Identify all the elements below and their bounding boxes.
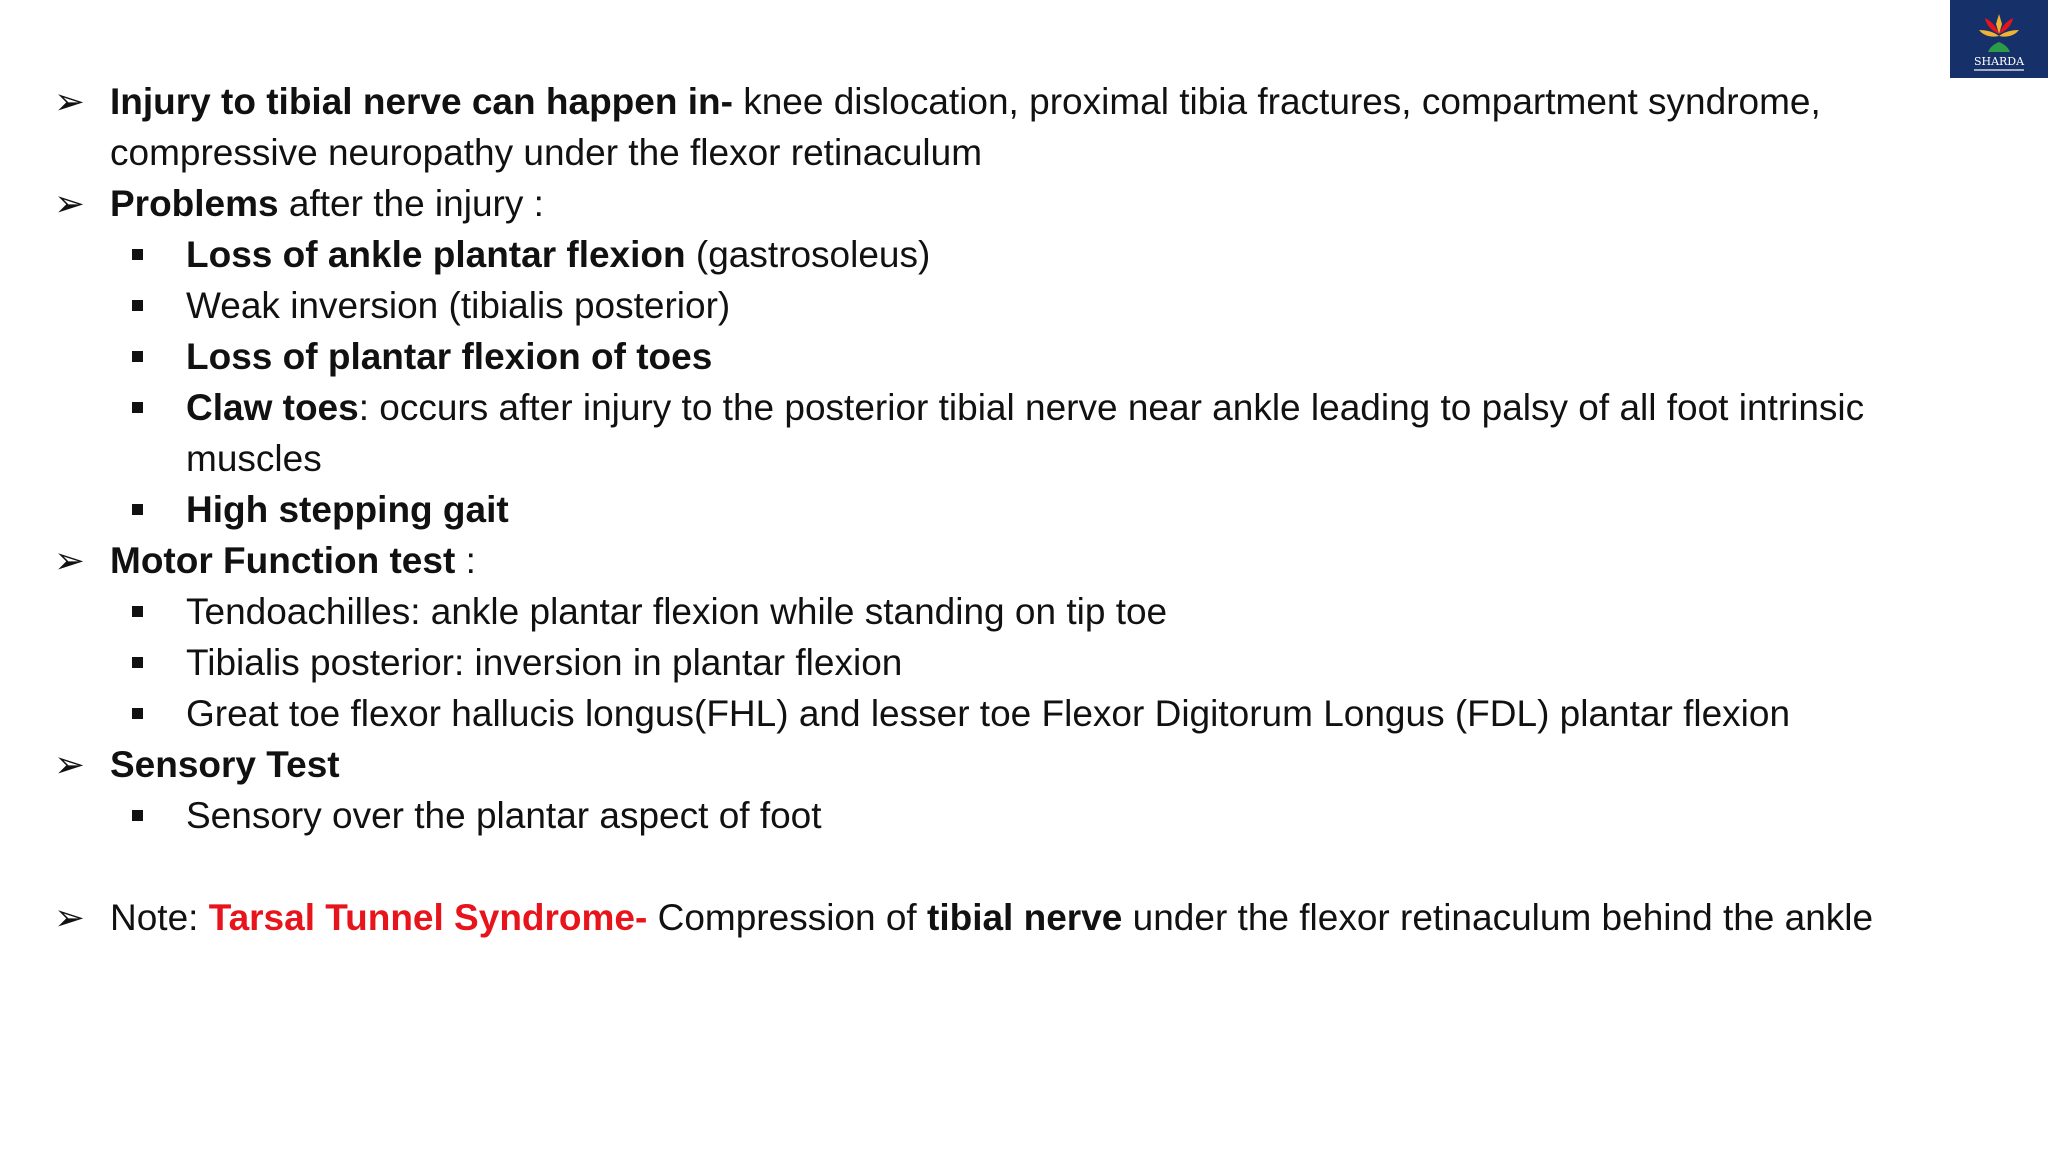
spacer bbox=[0, 841, 2048, 892]
sub-item-text: (gastrosoleus) bbox=[685, 234, 931, 275]
sub-item-text: Sensory over the plantar aspect of foot bbox=[186, 795, 822, 836]
arrow-bullet-icon: ➢ bbox=[54, 897, 86, 938]
bullet-sensory bbox=[0, 739, 2048, 790]
bullet-motor bbox=[0, 535, 2048, 586]
bullet-problems bbox=[0, 178, 2048, 229]
sub-bullet-item bbox=[0, 280, 2048, 331]
problems-heading: Problems bbox=[110, 183, 279, 224]
square-bullet-icon bbox=[132, 402, 143, 413]
square-bullet-icon bbox=[132, 351, 143, 362]
logo-text: SHARDA bbox=[1973, 55, 2025, 68]
sub-bullet-item bbox=[0, 229, 2048, 280]
square-bullet-icon bbox=[132, 657, 143, 668]
sub-item-bold: Loss of plantar flexion of toes bbox=[186, 336, 713, 377]
sub-item-bold: High stepping gait bbox=[186, 489, 509, 530]
problems-text: after the injury : bbox=[278, 183, 544, 224]
arrow-bullet-icon: ➢ bbox=[54, 81, 86, 122]
arrow-bullet-icon: ➢ bbox=[54, 183, 86, 224]
sub-item-text: Weak inversion (tibialis posterior) bbox=[186, 285, 731, 326]
sub-bullet-item bbox=[0, 586, 2048, 637]
injury-heading: Injury to tibial nerve can happen in- bbox=[110, 81, 733, 122]
sub-item-text: Tendoachilles: ankle plantar flexion while standing on tip toe bbox=[186, 591, 1168, 632]
square-bullet-icon bbox=[132, 504, 143, 515]
sub-item-text: Great toe flexor hallucis longus(FHL) and lesser toe Flexor Digitorum Longus (FDL) plantar flexion bbox=[186, 693, 1791, 734]
sub-bullet-item bbox=[0, 637, 2048, 688]
injury-text: knee dislocation, proximal tibia fractures, compartment syndrome, bbox=[732, 81, 1821, 122]
square-bullet-icon bbox=[132, 249, 143, 260]
sensory-heading: Sensory Test bbox=[110, 744, 340, 785]
sub-bullet-item bbox=[0, 688, 2048, 739]
note-prefix: Note: bbox=[110, 897, 209, 938]
bullet-injury bbox=[0, 76, 2048, 127]
square-bullet-icon bbox=[132, 606, 143, 617]
note-text: Compression of bbox=[647, 897, 927, 938]
bullet-note bbox=[0, 892, 2048, 943]
sub-bullet-item bbox=[0, 331, 2048, 382]
sub-item-bold: Claw toes bbox=[186, 387, 359, 428]
sub-bullet-item bbox=[0, 382, 2048, 433]
motor-text: : bbox=[455, 540, 476, 581]
university-logo bbox=[1950, 0, 2048, 78]
sub-bullet-continuation bbox=[0, 433, 2048, 484]
injury-text-continued: compressive neuropathy under the flexor retinaculum bbox=[110, 132, 983, 173]
tarsal-tunnel-highlight: Tarsal Tunnel Syndrome- bbox=[208, 897, 648, 938]
arrow-bullet-icon: ➢ bbox=[54, 744, 86, 785]
note-bold: tibial nerve bbox=[927, 897, 1123, 938]
sub-bullet-item bbox=[0, 484, 2048, 535]
square-bullet-icon bbox=[132, 300, 143, 311]
bullet-injury-continuation bbox=[0, 127, 2048, 178]
square-bullet-icon bbox=[132, 810, 143, 821]
sub-item-text-continued: muscles bbox=[186, 438, 322, 479]
sub-bullet-item bbox=[0, 790, 2048, 841]
note-text-end: under the flexor retinaculum behind the ankle bbox=[1122, 897, 1874, 938]
arrow-bullet-icon: ➢ bbox=[54, 540, 86, 581]
sub-item-text: Tibialis posterior: inversion in plantar flexion bbox=[186, 642, 903, 683]
lotus-emblem-icon bbox=[1950, 0, 2048, 78]
sub-item-text: : occurs after injury to the posterior tibial nerve near ankle leading to palsy of all foot intrinsic bbox=[358, 387, 1865, 428]
square-bullet-icon bbox=[132, 708, 143, 719]
sub-item-bold: Loss of ankle plantar flexion bbox=[186, 234, 686, 275]
motor-heading: Motor Function test bbox=[110, 540, 456, 581]
slide-content bbox=[0, 76, 2048, 943]
